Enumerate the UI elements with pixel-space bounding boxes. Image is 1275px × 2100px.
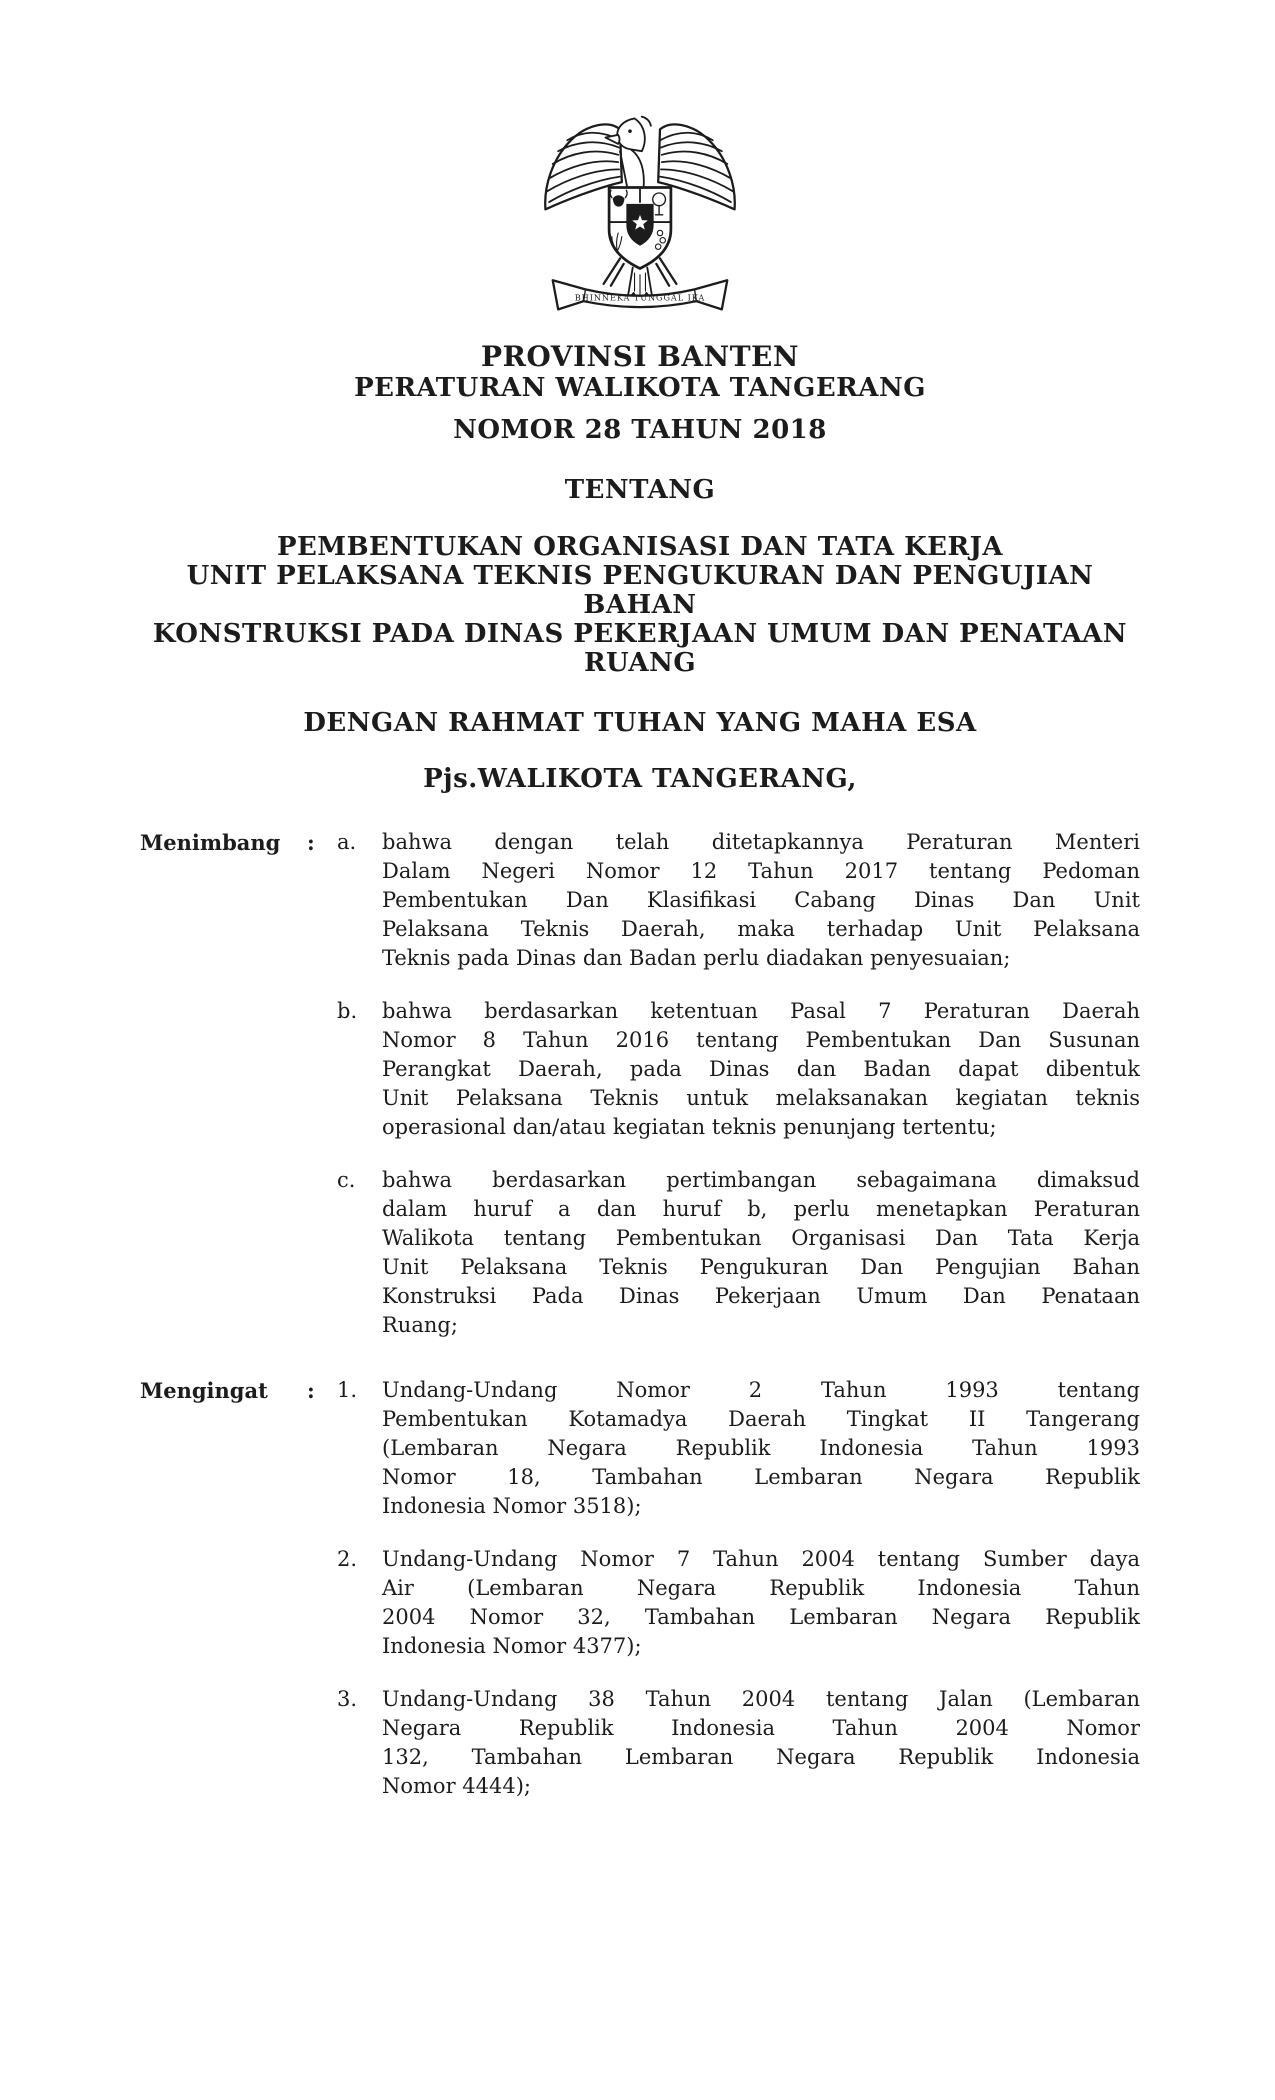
text-line: Nomor 18, Tambahan Lembaran Negara Republik bbox=[382, 1465, 1140, 1489]
emblem-container bbox=[140, 0, 1140, 323]
text-line: bahwa berdasarkan ketentuan Pasal 7 Peraturan Daerah bbox=[382, 999, 1140, 1023]
legal-basis-item-2 bbox=[337, 1545, 1140, 1661]
eagle-head-icon bbox=[617, 118, 645, 151]
legal-basis-item-1 bbox=[337, 1376, 1140, 1521]
text-line: Indonesia Nomor 4377); bbox=[382, 1634, 642, 1658]
subject-title-line: KONSTRUKSI PADA DINAS PEKERJAAN UMUM DAN PENATAAN RUANG bbox=[152, 619, 1128, 678]
eagle-eye bbox=[628, 129, 632, 133]
item-text bbox=[382, 997, 1140, 1142]
text-line: Unit Pelaksana Teknis Pengukuran Dan Pengujian Bahan bbox=[382, 1255, 1140, 1279]
text-line: Walikota tentang Pembentukan Organisasi Dan Tata Kerja bbox=[382, 1226, 1140, 1250]
text-line: bahwa berdasarkan pertimbangan sebagaimana dimaksud bbox=[382, 1168, 1140, 1192]
text-line: Ruang; bbox=[382, 1313, 458, 1337]
section-items bbox=[337, 828, 1140, 1340]
about-label: TENTANG bbox=[564, 475, 716, 505]
item-text bbox=[382, 1166, 1140, 1340]
section-menimbang bbox=[140, 828, 1140, 1340]
item-marker: 3. bbox=[337, 1687, 358, 1711]
item-marker: b. bbox=[337, 999, 358, 1023]
item-text bbox=[382, 1376, 1140, 1521]
text-line: Dalam Negeri Nomor 12 Tahun 2017 tentang Pedoman bbox=[382, 859, 1140, 883]
section-items bbox=[337, 1376, 1140, 1801]
garuda-pancasila-emblem bbox=[540, 103, 740, 323]
text-line: Negara Republik Indonesia Tahun 2004 Nomor bbox=[382, 1716, 1140, 1740]
text-line: Teknis pada Dinas dan Badan perlu diadakan penyesuaian; bbox=[382, 946, 1011, 970]
section-colon: : bbox=[307, 830, 315, 855]
section-colon: : bbox=[307, 1378, 315, 1403]
emblem-motto: BHINNEKA TUNGGAL IKA bbox=[574, 292, 706, 303]
regulation-number: NOMOR 28 TAHUN 2018 bbox=[453, 415, 827, 445]
text-line: Nomor 4444); bbox=[382, 1774, 531, 1798]
consideration-item-a bbox=[337, 828, 1140, 973]
text-line: operasional dan/atau kegiatan teknis penunjang tertentu; bbox=[382, 1115, 997, 1139]
subject-title-line: UNIT PELAKSANA TEKNIS PENGUKURAN DAN PENGUJIAN BAHAN bbox=[186, 561, 1094, 620]
text-line: Unit Pelaksana Teknis untuk melaksanakan kegiatan teknis bbox=[382, 1086, 1140, 1110]
text-line: 2004 Nomor 32, Tambahan Lembaran Negara Republik bbox=[382, 1605, 1140, 1629]
item-marker: 2. bbox=[337, 1547, 358, 1571]
legal-basis-item-3 bbox=[337, 1685, 1140, 1801]
text-line: Undang-Undang Nomor 7 Tahun 2004 tentang Sumber daya bbox=[382, 1547, 1140, 1571]
text-line: Konstruksi Pada Dinas Pekerjaan Umum Dan Penataan bbox=[382, 1284, 1140, 1308]
official-title: Pjs.WALIKOTA TANGERANG, bbox=[423, 764, 857, 794]
text-line: Air (Lembaran Negara Republik Indonesia Tahun bbox=[382, 1576, 1140, 1600]
text-line: Pembentukan Kotamadya Daerah Tingkat II Tangerang bbox=[382, 1407, 1140, 1431]
section-label: Mengingat bbox=[140, 1378, 268, 1403]
text-line: dalam huruf a dan huruf b, perlu menetapkan Peraturan bbox=[382, 1197, 1140, 1221]
text-line: Perangkat Daerah, pada Dinas dan Badan dapat dibentuk bbox=[382, 1057, 1140, 1081]
regulation-title: PERATURAN WALIKOTA TANGERANG bbox=[354, 373, 926, 403]
item-text bbox=[382, 1545, 1140, 1661]
pancasila-shield-icon bbox=[609, 188, 671, 269]
item-marker: a. bbox=[337, 830, 357, 854]
item-text bbox=[382, 1685, 1140, 1801]
section-label: Menimbang bbox=[140, 830, 281, 855]
text-line: Undang-Undang Nomor 2 Tahun 1993 tentang bbox=[382, 1378, 1140, 1402]
item-text bbox=[382, 828, 1140, 973]
text-line: Undang-Undang 38 Tahun 2004 tentang Jalan (Lembaran bbox=[382, 1687, 1140, 1711]
text-line: (Lembaran Negara Republik Indonesia Tahun 1993 bbox=[382, 1436, 1140, 1460]
subject-title-line: PEMBENTUKAN ORGANISASI DAN TATA KERJA bbox=[276, 532, 1004, 562]
consideration-item-b bbox=[337, 997, 1140, 1142]
item-marker: c. bbox=[337, 1168, 356, 1192]
subject-title bbox=[140, 533, 1140, 678]
text-line: Indonesia Nomor 3518); bbox=[382, 1494, 642, 1518]
text-line: Nomor 8 Tahun 2016 tentang Pembentukan Dan Susunan bbox=[382, 1028, 1140, 1052]
eagle-neck bbox=[631, 149, 644, 187]
text-line: bahwa dengan telah ditetapkannya Peraturan Menteri bbox=[382, 830, 1140, 854]
text-line: 132, Tambahan Lembaran Negara Republik Indonesia bbox=[382, 1745, 1140, 1769]
text-line: Pembentukan Dan Klasifikasi Cabang Dinas Dan Unit bbox=[382, 888, 1140, 912]
invocation-line: DENGAN RAHMAT TUHAN YANG MAHA ESA bbox=[303, 708, 977, 738]
text-line: Pelaksana Teknis Daerah, maka terhadap Unit Pelaksana bbox=[382, 917, 1140, 941]
item-marker: 1. bbox=[337, 1378, 358, 1402]
consideration-item-c bbox=[337, 1166, 1140, 1340]
province-title: PROVINSI BANTEN bbox=[481, 340, 799, 373]
section-mengingat bbox=[140, 1376, 1140, 1801]
